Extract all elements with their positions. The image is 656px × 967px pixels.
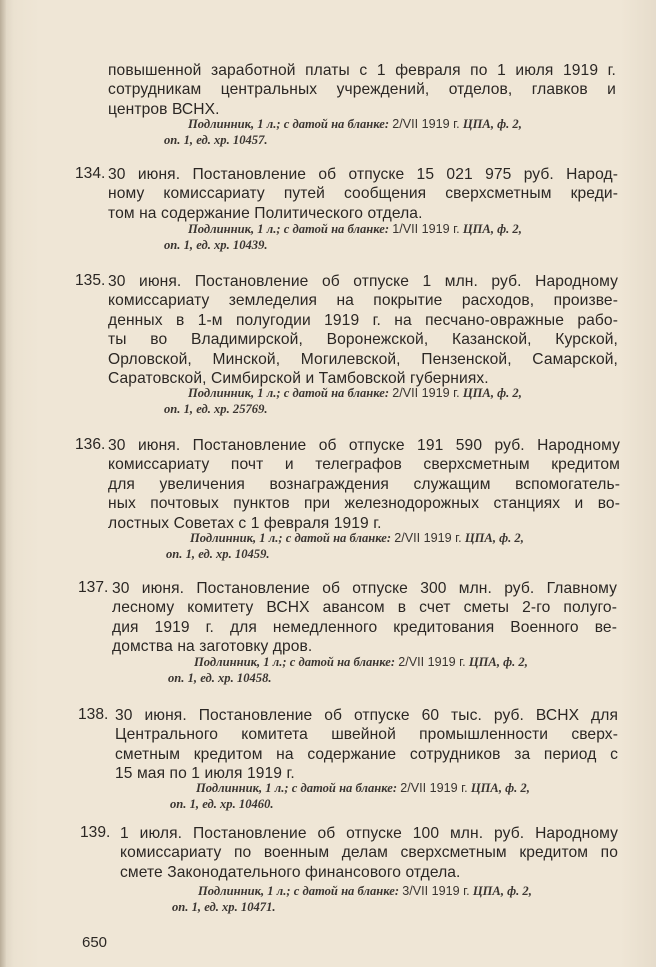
- entry-number: 136.: [75, 436, 106, 453]
- source-prefix: Подлинник, 1 л.; с датой на бланке:: [196, 781, 398, 795]
- source-date: 3/VII 1919 г.: [402, 884, 470, 898]
- entry-paragraph: [108, 165, 618, 223]
- text-line: смете Законодательного финансового отдела.: [120, 863, 461, 881]
- text-line: сметным кредитом на содержание сотрудников за период с: [115, 745, 618, 763]
- text-line: 30 июня. Постановление об отпуске 60 тыс. руб. ВСНХ для: [115, 707, 618, 724]
- entry-paragraph: [115, 706, 618, 784]
- text-line: 30 июня. Постановление об отпуске 191 590 руб. Народному: [108, 437, 620, 454]
- entry-paragraph: [112, 579, 617, 657]
- text-line: 15 мая по 1 июля 1919 г.: [115, 765, 295, 783]
- source-archive: ЦПА, ф. 2,: [462, 222, 522, 236]
- entry-paragraph: [120, 824, 618, 882]
- archival-source: [188, 117, 522, 133]
- source-prefix: Подлинник, 1 л.; с датой на бланке:: [188, 222, 390, 236]
- text-line: 30 июня. Постановление об отпуске 300 млн. руб. Главному: [112, 580, 617, 597]
- entry-number: 139.: [80, 824, 111, 841]
- text-line: центров ВСНХ.: [108, 100, 220, 118]
- archival-source-line2: оп. 1, ед. хр. 25769.: [164, 402, 268, 416]
- entry-paragraph: [108, 272, 618, 388]
- entry-number: 135.: [75, 272, 106, 289]
- source-archive: ЦПА, ф. 2,: [462, 386, 522, 400]
- source-date: 2/VII 1919 г.: [392, 386, 460, 400]
- source-date: 1/VII 1919 г.: [392, 222, 460, 236]
- source-date: 2/VII 1919 г.: [392, 117, 460, 131]
- archival-source: [198, 884, 532, 900]
- archival-source-line2: оп. 1, ед. хр. 10439.: [164, 238, 268, 252]
- text-line: денных в 1-м полугодии 1919 г. на песчано-овражные рабо-: [108, 311, 618, 329]
- source-date: 2/VII 1919 г.: [398, 655, 466, 669]
- page-number: 650: [82, 934, 108, 951]
- text-line: сотрудникам центральных учреждений, отделов, главков и: [108, 81, 616, 99]
- archival-source: [190, 531, 524, 547]
- archival-source-line2: оп. 1, ед. хр. 10471.: [172, 900, 276, 914]
- text-line: лесному комитету ВСНХ авансом в счет сметы 2-го полуго-: [112, 599, 617, 617]
- archival-source-line2: оп. 1, ед. хр. 10460.: [170, 797, 274, 811]
- source-prefix: Подлинник, 1 л.; с датой на бланке:: [188, 117, 390, 131]
- text-line: комиссариату земледелия на покрытие расходов, произве-: [108, 292, 618, 310]
- text-line: 30 июня. Постановление об отпуске 1 млн. руб. Народному: [108, 273, 618, 290]
- source-archive: ЦПА, ф. 2,: [468, 655, 528, 669]
- source-date: 2/VII 1919 г.: [400, 781, 468, 795]
- text-line: комиссариату по военным делам сверхсметным кредитом по: [120, 844, 618, 862]
- text-line: дия 1919 г. для немедленного кредитования Военного ве-: [112, 618, 617, 636]
- text-line: Саратовской, Симбирской и Тамбовской губерниях.: [108, 370, 489, 388]
- archival-source-line2: оп. 1, ед. хр. 10458.: [168, 671, 272, 685]
- source-prefix: Подлинник, 1 л.; с датой на бланке:: [198, 884, 400, 898]
- archival-source: [196, 781, 530, 797]
- text-line: 1 июля. Постановление об отпуске 100 млн. руб. Народному: [120, 825, 618, 842]
- text-line: 30 июня. Постановление об отпуске 15 021 975 руб. Народ-: [108, 166, 618, 183]
- text-line: ных почтовых пунктов при железнодорожных станциях и во-: [108, 495, 620, 513]
- source-archive: ЦПА, ф. 2,: [464, 531, 524, 545]
- archival-source: [188, 222, 522, 238]
- intro-paragraph: [108, 61, 616, 119]
- entry-number: 138.: [78, 706, 109, 723]
- text-line: Центрального комитета швейной промышленности сверх-: [115, 726, 618, 744]
- text-line: том на содержание Политического отдела.: [108, 204, 423, 222]
- text-line: ты во Владимирской, Воронежской, Казанской, Курской,: [108, 331, 618, 349]
- source-archive: ЦПА, ф. 2,: [462, 117, 522, 131]
- source-date: 2/VII 1919 г.: [394, 531, 462, 545]
- page-spine-shadow: [0, 0, 6, 967]
- text-line: для увеличения вознаграждения служащим вспомогатель-: [108, 475, 620, 493]
- entry-number: 137.: [78, 579, 109, 596]
- text-line: лостных Советах с 1 февраля 1919 г.: [108, 514, 382, 532]
- entry-paragraph: [108, 436, 620, 533]
- archival-source-line2: оп. 1, ед. хр. 10457.: [164, 133, 268, 147]
- source-prefix: Подлинник, 1 л.; с датой на бланке:: [190, 531, 392, 545]
- archival-source: [188, 386, 522, 402]
- text-line: повышенной заработной платы с 1 февраля по 1 июля 1919 г.: [108, 62, 616, 79]
- source-archive: ЦПА, ф. 2,: [472, 884, 532, 898]
- source-prefix: Подлинник, 1 л.; с датой на бланке:: [188, 386, 390, 400]
- entry-number: 134.: [75, 165, 106, 182]
- source-archive: ЦПА, ф. 2,: [470, 781, 530, 795]
- text-line: ному комиссариату путей сообщения сверхсметным креди-: [108, 185, 618, 203]
- source-prefix: Подлинник, 1 л.; с датой на бланке:: [194, 655, 396, 669]
- text-line: комиссариату почт и телеграфов сверхсметным кредитом: [108, 456, 620, 474]
- archival-source: [194, 655, 528, 671]
- text-line: домства на заготовку дров.: [112, 638, 313, 656]
- text-line: Орловской, Минской, Могилевской, Пензенской, Самарской,: [108, 350, 618, 368]
- archival-source-line2: оп. 1, ед. хр. 10459.: [166, 547, 270, 561]
